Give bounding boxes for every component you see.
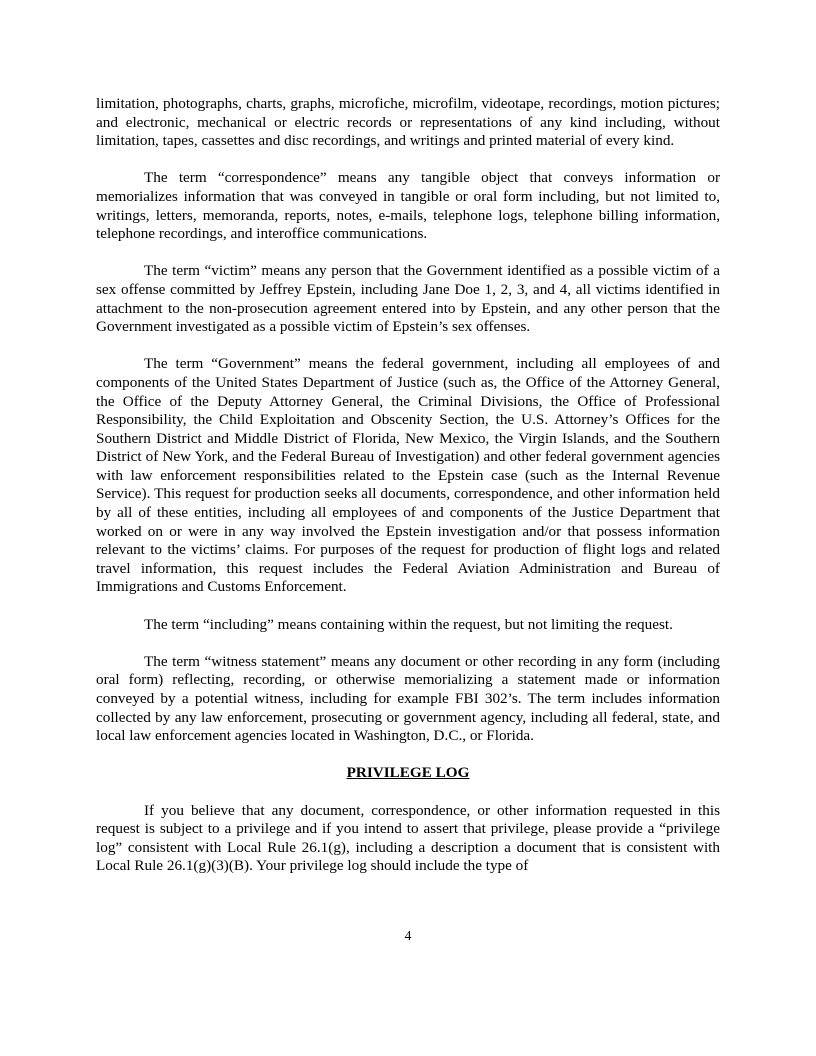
page-number: 4 xyxy=(404,928,412,943)
section-heading: PRIVILEGE LOG xyxy=(346,764,470,782)
correspondence-definition: The term “correspondence” means any tangible object that conveys information or memorializes information that was conveyed in tangible or oral form including, but not limited to, writings, letters, memoranda, reports, notes, e-mails, telephone logs, telephone billing information, telephone recordings, and interoffice communications. xyxy=(96,169,720,243)
victim-definition: The term “victim” means any person that the Government identified as a possible victim of a sex offense committed by Jeffrey Epstein, including Jane Doe 1, 2, 3, and 4, all victims identified in attachment to the non-prosecution agreement entered into by Epstein, and any other person that the Government investigated as a possible victim of Epstein’s sex offenses. xyxy=(96,262,720,336)
continuation-paragraph: limitation, photographs, charts, graphs, microfiche, microfilm, videotape, recordings, motion pictures; and electronic, mechanical or electric records or representations of any kind including, without limitation, tapes, cassettes and disc recordings, and writings and printed material of every kind. xyxy=(96,95,720,150)
document-page xyxy=(96,95,720,876)
witness-statement-definition: The term “witness statement” means any document or other recording in any form (including oral form) reflecting, recording, or otherwise memorializing a statement made or information conveyed by a potential witness, including for example FBI 302’s. The term includes information collected by any law enforcement, prosecuting or government agency, including all federal, state, and local law enforcement agencies located in Washington, D.C., or Florida. xyxy=(96,652,720,745)
including-definition: The term “including” means containing within the request, but not limiting the request. xyxy=(144,615,673,633)
government-definition: The term “Government” means the federal government, including all employees of and components of the United States Department of Justice (such as, the Office of the Attorney General, the Office of the Deputy Attorney General, the Criminal Divisions, the Office of Professional Responsibility, the Child Exploitation and Obscenity Section, the U.S. Attorney’s Offices for the Southern District and Middle District of Florida, New Mexico, the Virgin Islands, and the Southern District of New York, and the Federal Bureau of Investigation) and other federal government agencies with law enforcement responsibilities related to the Epstein case (such as the Internal Revenue Service). This request for production seeks all documents, correspondence, and other information held by all of these entities, including all employees of and components of the Justice Department that worked on or were in any way involved the Epstein investigation and/or that possess information relevant to the victims’ claims. For purposes of the request for production of flight logs and related travel information, this request includes the Federal Aviation Administration and Bureau of Immigrations and Customs Enforcement. xyxy=(96,355,720,596)
privilege-log-paragraph: If you believe that any document, correspondence, or other information requested in this request is subject to a privilege and if you intend to assert that privilege, please provide a “privilege log” consistent with Local Rule 26.1(g), including a description a document that is consistent with Local Rule 26.1(g)(3)(B). Your privilege log should include the type of xyxy=(96,801,720,875)
